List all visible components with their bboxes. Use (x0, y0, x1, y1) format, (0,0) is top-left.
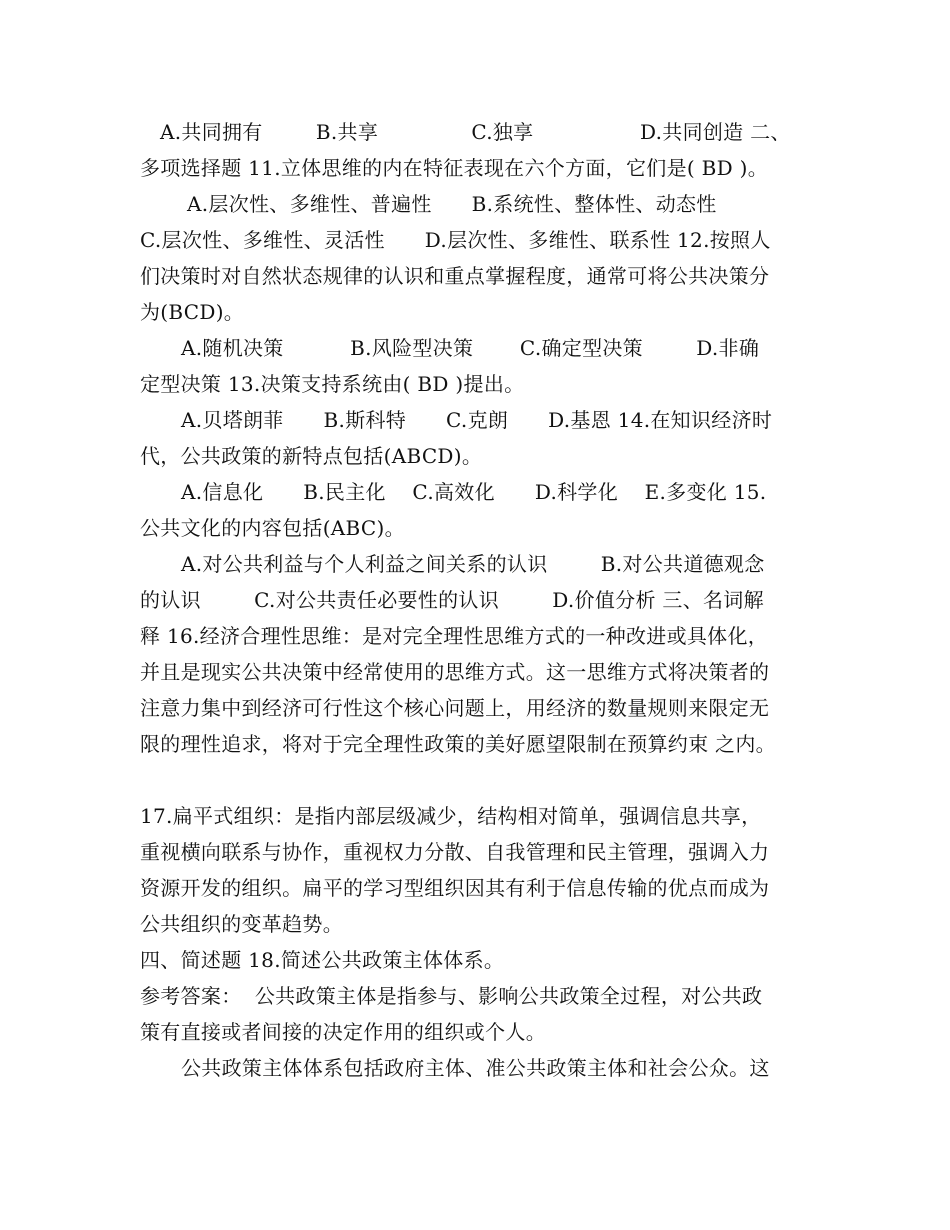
text-line: 公共组织的变革趋势。 (140, 912, 343, 936)
text-line: A.层次性、多维性、普遍性 B.系统性、整体性、动态性 (187, 192, 717, 216)
text-line: 17.扁平式组织：是指内部层级减少，结构相对简单，强调信息共享， (140, 804, 762, 828)
text-line: 公共文化的内容包括(ABC)。 (140, 516, 405, 540)
text-line: 多项选择题 11.立体思维的内在特征表现在六个方面，它们是( BD )。 (140, 156, 769, 180)
text-line: 公共政策主体体系包括政府主体、准公共政策主体和社会公众。这 (181, 1056, 770, 1080)
text-line: 并且是现实公共决策中经常使用的思维方式。这一思维方式将决策者的 (140, 660, 770, 684)
text-line: 策有直接或者间接的决定作用的组织或个人。 (140, 1020, 546, 1044)
text-line: 们决策时对自然状态规律的认识和重点掌握程度，通常可将公共决策分 (140, 264, 770, 288)
text-line: 重视横向联系与协作，重视权力分散、自我管理和民主管理，强调入力 (140, 840, 770, 864)
text-line: 资源开发的组织。扁平的学习型组织因其有利于信息传输的优点而成为 (140, 876, 770, 900)
text-line: A.随机决策 B.风险型决策 C.确定型决策 D.非确 (181, 336, 760, 360)
text-line: 的认识 C.对公共责任必要性的认识 D.价值分析 三、名词解 (140, 588, 764, 612)
text-line: 参考答案： 公共政策主体是指参与、影响公共政策全过程，对公共政 (140, 984, 763, 1008)
text-line: A.对公共利益与个人利益之间关系的认识 B.对公共道德观念 (181, 552, 765, 576)
text-line: 释 16.经济合理性思维：是对完全理性思维方式的一种改进或具体化， (140, 624, 769, 648)
text-line: 注意力集中到经济可行性这个核心问题上，用经济的数量规则来限定无 (140, 696, 770, 720)
text-line: 定型决策 13.决策支持系统由( BD )提出。 (140, 372, 525, 396)
text-line: 为(BCD)。 (140, 300, 245, 324)
text-line: A.信息化 B.民主化 C.高效化 D.科学化 E.多变化 15. (181, 480, 767, 504)
text-line: 四、简述题 18.简述公共政策主体体系。 (140, 948, 505, 972)
text-line: A.贝塔朗菲 B.斯科特 C.克朗 D.基恩 14.在知识经济时 (181, 408, 773, 432)
text-line: C.层次性、多维性、灵活性 D.层次性、多维性、联系性 12.按照人 (140, 228, 771, 252)
text-line: 代，公共政策的新特点包括(ABCD)。 (140, 444, 483, 468)
text-line: A.共同拥有 B.共享 C.独享 D.共同创造 二、 (160, 120, 791, 144)
text-line: 限的理性追求，将对于完全理性政策的美好愿望限制在预算约束 之内。 (140, 732, 776, 756)
